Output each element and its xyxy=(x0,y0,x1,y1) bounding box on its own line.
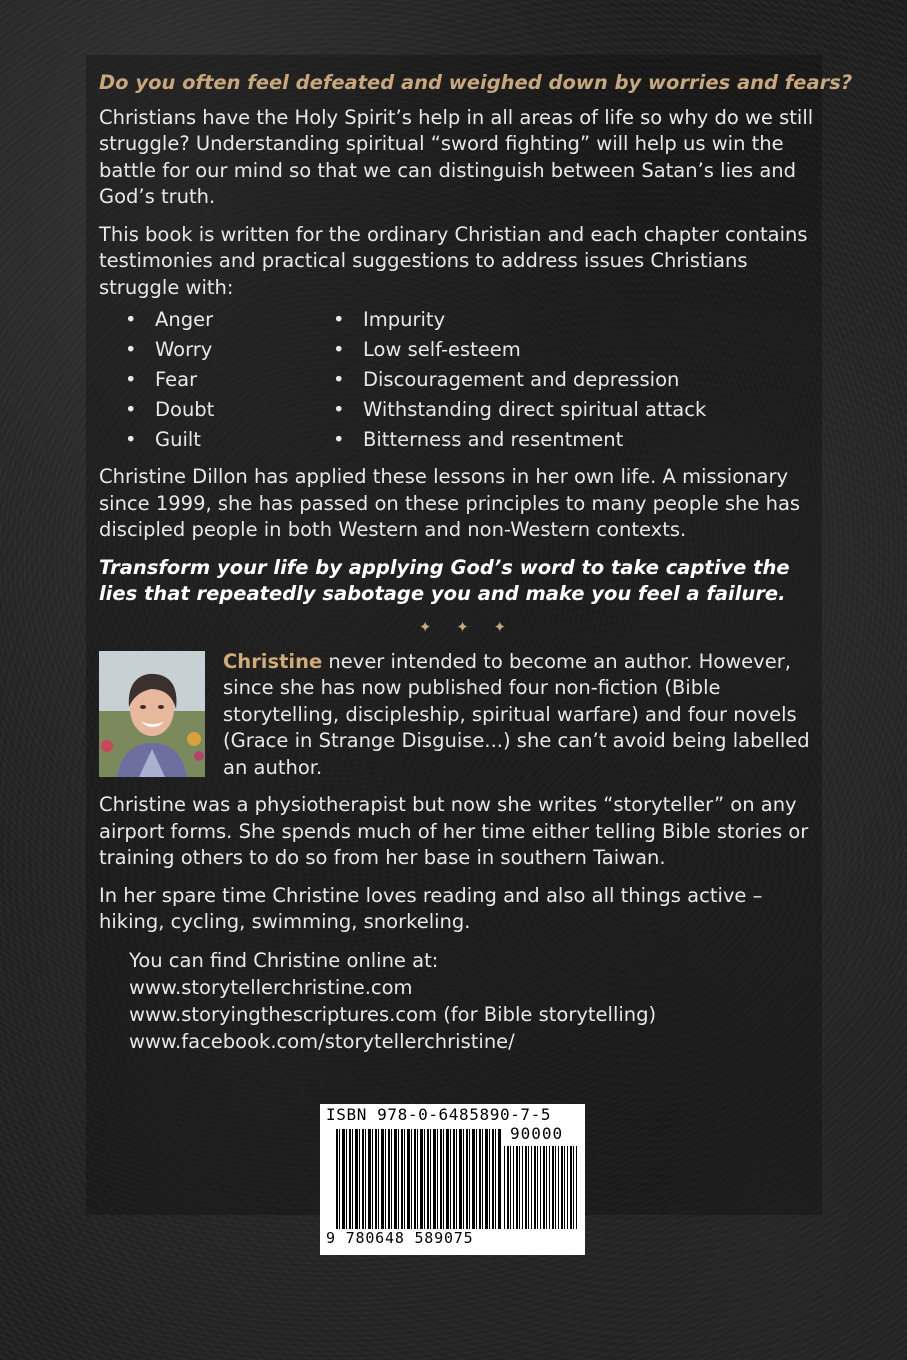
issues-list xyxy=(99,305,814,455)
list-item: • Discouragement and depression xyxy=(333,365,706,395)
bullet-icon: • xyxy=(333,338,345,361)
list-item: • Doubt xyxy=(125,395,333,425)
author-work-paragraph: Christine was a physiotherapist but now she writes “storyteller” on any airport forms. She spends much of her time either telling Bible stories or training others to do so from her base in southern Taiwan. xyxy=(99,793,809,869)
online-links xyxy=(99,947,814,1055)
bullet-icon: • xyxy=(125,338,137,361)
missionary-paragraph: Christine Dillon has applied these lessons in her own life. A missionary since 1999, she has passed on these principles to many people she has discipled people in both Western and non-Western contexts. xyxy=(99,465,801,541)
author-bio xyxy=(99,649,814,782)
intro-paragraph-1: Christians have the Holy Spirit’s help in all areas of life so why do we still struggle? Understanding spiritual “sword fighting” will help us win the battle for our mind so that we can distinguish between Satan’s lies and God’s truth. xyxy=(99,105,814,208)
star-divider-icon: ✦ ✦ ✦ xyxy=(418,617,517,636)
list-item: • Guilt xyxy=(125,425,333,455)
list-item: • Anger xyxy=(125,305,333,335)
author-name: Christine xyxy=(223,649,323,673)
list-item: • Bitterness and resentment xyxy=(333,425,706,455)
back-cover-content xyxy=(99,70,853,1055)
headline: Do you often feel defeated and weighed down by worries and fears? xyxy=(99,71,853,94)
issues-list-right xyxy=(333,305,706,455)
list-item: • Fear xyxy=(125,365,333,395)
link-storying-scriptures[interactable]: www.storyingthescriptures.com (for Bible storytelling) xyxy=(129,1002,657,1026)
bullet-icon: • xyxy=(333,368,345,391)
issues-list-left xyxy=(99,305,333,455)
barcode-bars-icon xyxy=(336,1129,501,1229)
links-intro: You can find Christine online at: xyxy=(129,948,439,972)
barcode-digits: 9 780648 589075 xyxy=(326,1229,474,1247)
author-bio-intro: Christine never intended to become an author. However, since she has now published four non-fiction (Bible storytelling, discipleship, spiritual warfare) and four novels (Grace in Strange Disguise...) she can’t avoid being labelled an author. xyxy=(223,649,810,779)
call-to-action: Transform your life by applying God’s word to take captive the lies that repeatedly sabotage you and make you feel a failure. xyxy=(99,555,790,605)
bullet-icon: • xyxy=(333,428,345,451)
author-hobbies-paragraph: In her spare time Christine loves reading and also all things active – hiking, cycling, swimming, snorkeling. xyxy=(99,883,763,933)
author-portrait-icon xyxy=(99,651,205,777)
isbn-barcode xyxy=(320,1104,585,1255)
bullet-icon: • xyxy=(333,308,345,331)
intro-paragraph-2: This book is written for the ordinary Christian and each chapter contains testimonies and practical suggestions to address issues Christians struggle with: xyxy=(99,222,808,299)
list-item: • Withstanding direct spiritual attack xyxy=(333,395,706,425)
link-website[interactable]: www.storytellerchristine.com xyxy=(129,975,413,999)
bullet-icon: • xyxy=(125,428,137,451)
bullet-icon: • xyxy=(125,308,137,331)
price-addon-text: 90000 xyxy=(510,1124,564,1143)
isbn-text: ISBN 978-0-6485890-7-5 xyxy=(326,1105,552,1124)
bullet-icon: • xyxy=(125,398,137,421)
bullet-icon: • xyxy=(333,398,345,421)
link-facebook[interactable]: www.facebook.com/storytellerchristine/ xyxy=(129,1029,515,1053)
author-photo xyxy=(99,651,205,777)
list-item: • Worry xyxy=(125,335,333,365)
addon-bars-icon xyxy=(504,1146,577,1229)
bullet-icon: • xyxy=(125,368,137,391)
list-item: • Impurity xyxy=(333,305,706,335)
list-item: • Low self-esteem xyxy=(333,335,706,365)
